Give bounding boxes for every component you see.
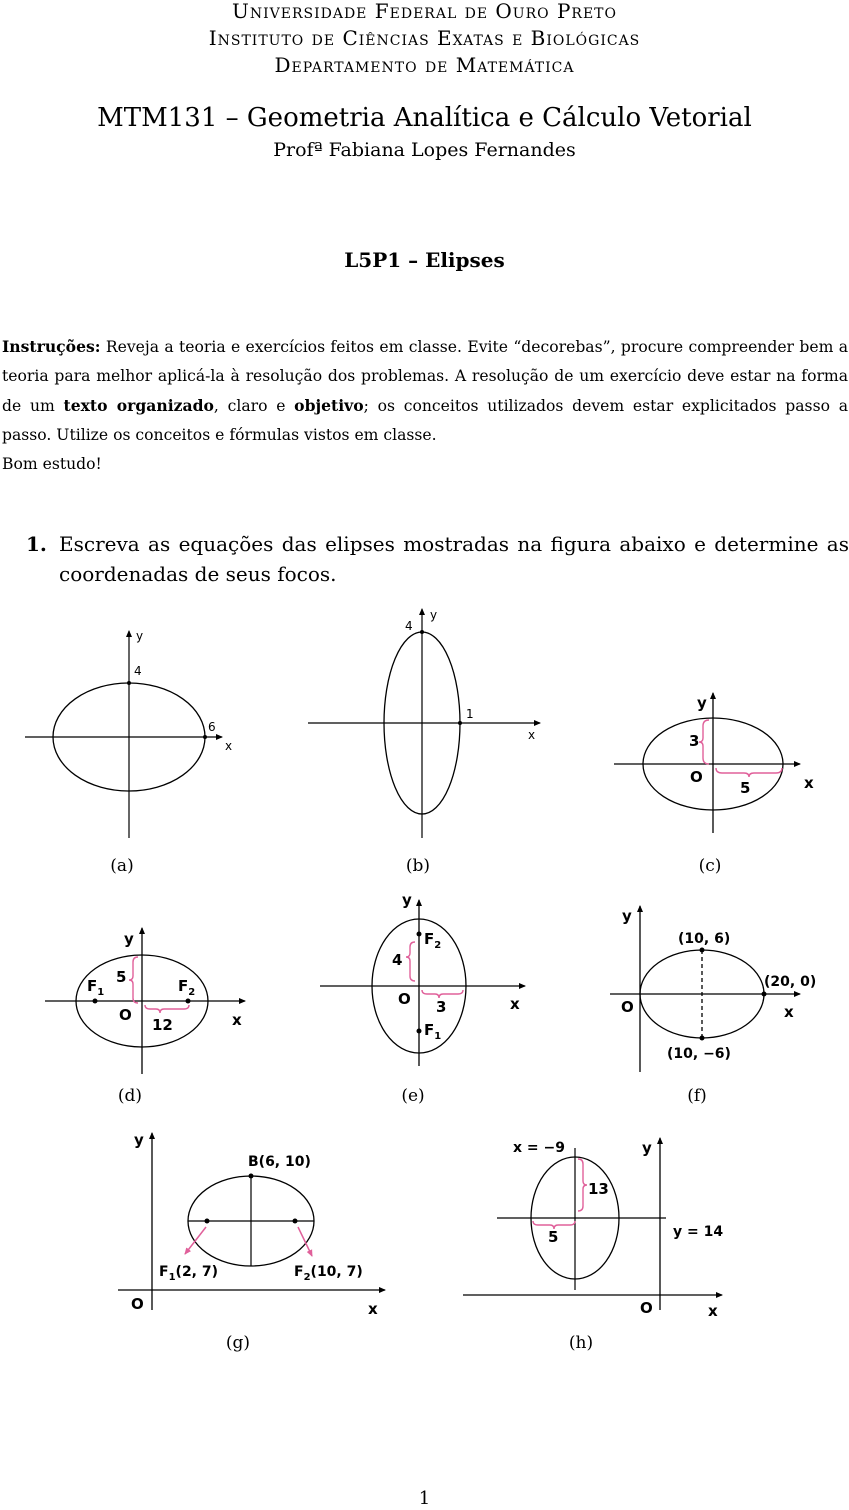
fig-f-y-label: y xyxy=(622,907,632,925)
fig-d-y-label: y xyxy=(124,930,134,948)
fig-e-y-label: y xyxy=(402,891,412,909)
university-name: Universidade Federal de Ouro Preto xyxy=(231,0,618,23)
fig-b-horizontal-label: 1 xyxy=(466,707,474,721)
fig-f-bottom-label: (10, −6) xyxy=(667,1046,731,1062)
fig-h-yline-label: y = 14 xyxy=(673,1224,724,1240)
instructions-bold-1: texto organizado xyxy=(63,396,214,415)
fig-h-caption: (h) xyxy=(568,1333,594,1353)
figure-e xyxy=(320,891,525,1106)
fig-h-x-label: x xyxy=(708,1302,718,1320)
fig-h-y-label: y xyxy=(642,1139,652,1157)
closing-text: Bom estudo! xyxy=(2,455,102,473)
fig-g-origin-label: O xyxy=(131,1295,144,1313)
list-title: L5P1 – Elipses xyxy=(344,248,505,272)
fig-g-f2-label xyxy=(294,1264,363,1283)
question-number: 1. xyxy=(26,532,47,556)
fig-g-f2-letter: F xyxy=(294,1264,304,1280)
fig-b-y-label: y xyxy=(430,608,438,622)
fig-d-vertical-label: 5 xyxy=(116,968,127,986)
fig-h-horizontal-label: 5 xyxy=(548,1228,559,1246)
fig-e-origin-label: O xyxy=(398,990,411,1008)
fig-f-origin-label: O xyxy=(621,998,634,1016)
fig-d-f1-sub: 1 xyxy=(97,987,105,998)
fig-f-x-label: x xyxy=(784,1003,794,1021)
professor-name: Profª Fabiana Lopes Fernandes xyxy=(273,139,576,161)
course-title: MTM131 – Geometria Analítica e Cálculo Vetorial xyxy=(97,103,752,133)
fig-d-f2-sub: 2 xyxy=(188,987,196,998)
instructions-bold-2: objetivo xyxy=(294,396,364,415)
fig-b-x-label: x xyxy=(528,728,536,742)
fig-g-f1-sub: 1 xyxy=(168,1272,176,1283)
fig-c-origin-label: O xyxy=(690,768,703,786)
fig-g-f1-coords: (2, 7) xyxy=(175,1264,219,1280)
fig-c-vertical-label: 3 xyxy=(689,732,700,750)
question-text: Escreva as equações das elipses mostradas na figura abaixo e determine as coordenadas de seus focos. xyxy=(59,532,849,586)
figure-h xyxy=(463,1138,723,1353)
figure-a xyxy=(25,629,232,876)
fig-g-caption: (g) xyxy=(225,1333,251,1353)
fig-g-f2-coords: (10, 7) xyxy=(310,1264,363,1280)
fig-a-y-label: y xyxy=(136,629,144,643)
institute-name: Instituto de Ciências Exatas e Biológicas xyxy=(208,26,641,50)
instructions-paragraph xyxy=(2,332,848,479)
fig-h-origin-label: O xyxy=(640,1299,653,1317)
fig-d-origin-label: O xyxy=(119,1006,132,1024)
fig-e-f2-label xyxy=(424,930,441,951)
fig-d-horizontal-label: 12 xyxy=(152,1016,173,1034)
figure-b xyxy=(308,608,540,876)
fig-b-vertical-label: 4 xyxy=(405,619,413,633)
fig-e-f1-label xyxy=(424,1021,441,1042)
fig-g-y-label: y xyxy=(134,1131,144,1149)
fig-e-f2-sub: 2 xyxy=(434,940,442,951)
fig-f-caption: (f) xyxy=(687,1086,707,1106)
page-number: 1 xyxy=(418,1488,431,1509)
fig-d-x-label: x xyxy=(232,1011,242,1029)
fig-a-x-label: x xyxy=(225,739,233,753)
fig-g-f1-label xyxy=(159,1264,218,1283)
figure-d xyxy=(45,928,245,1106)
fig-c-y-label: y xyxy=(697,694,707,712)
fig-a-horizontal-label: 6 xyxy=(208,720,216,734)
fig-f-top-label: (10, 6) xyxy=(678,931,731,947)
figure-g xyxy=(118,1131,385,1353)
fig-e-caption: (e) xyxy=(401,1086,425,1106)
fig-a-vertical-label: 4 xyxy=(134,664,142,678)
department-name: Departamento de Matemática xyxy=(274,53,575,77)
fig-d-f1-letter: F xyxy=(87,977,98,995)
fig-h-xline-label: x = −9 xyxy=(513,1140,565,1156)
fig-c-horizontal-label: 5 xyxy=(740,779,751,797)
figure-f xyxy=(610,906,816,1106)
fig-c-x-label: x xyxy=(804,774,814,792)
figure-c xyxy=(614,693,814,876)
fig-e-f2-letter: F xyxy=(424,930,435,948)
fig-h-vertical-label: 13 xyxy=(588,1180,609,1198)
fig-e-horizontal-label: 3 xyxy=(436,998,447,1016)
fig-c-caption: (c) xyxy=(698,856,722,876)
instructions-label: Instruções: xyxy=(2,337,101,356)
fig-f-right-label: (20, 0) xyxy=(764,974,817,990)
fig-d-caption: (d) xyxy=(117,1086,143,1106)
fig-e-f1-sub: 1 xyxy=(434,1031,442,1042)
fig-e-x-label: x xyxy=(510,995,520,1013)
fig-g-b-label: B(6, 10) xyxy=(248,1154,311,1170)
fig-a-caption: (a) xyxy=(110,856,134,876)
fig-d-f1-label xyxy=(87,977,104,998)
fig-e-f1-letter: F xyxy=(424,1021,435,1039)
instructions-text-2: , claro e xyxy=(213,397,295,415)
fig-d-f2-letter: F xyxy=(178,977,189,995)
fig-e-vertical-label: 4 xyxy=(392,951,403,969)
fig-g-f2-sub: 2 xyxy=(303,1272,311,1283)
instructions-text-3: ; os conceitos utilizados devem estar explicitados passo a passo. Utilize os conceitos e fórmulas vistos em classe. xyxy=(2,397,848,444)
fig-g-f1-letter: F xyxy=(159,1264,169,1280)
ellipse-figures xyxy=(0,600,849,1360)
fig-b-caption: (b) xyxy=(405,856,431,876)
fig-d-f2-label xyxy=(178,977,195,998)
instructions-text-1: Reveja a teoria e exercícios feitos em classe. Evite “decorebas”, procure compreender bem a teoria para melhor aplicá-la à resolução dos problemas. A resolução de um exercício deve estar na forma de um xyxy=(2,338,848,415)
fig-g-x-label: x xyxy=(368,1300,378,1318)
